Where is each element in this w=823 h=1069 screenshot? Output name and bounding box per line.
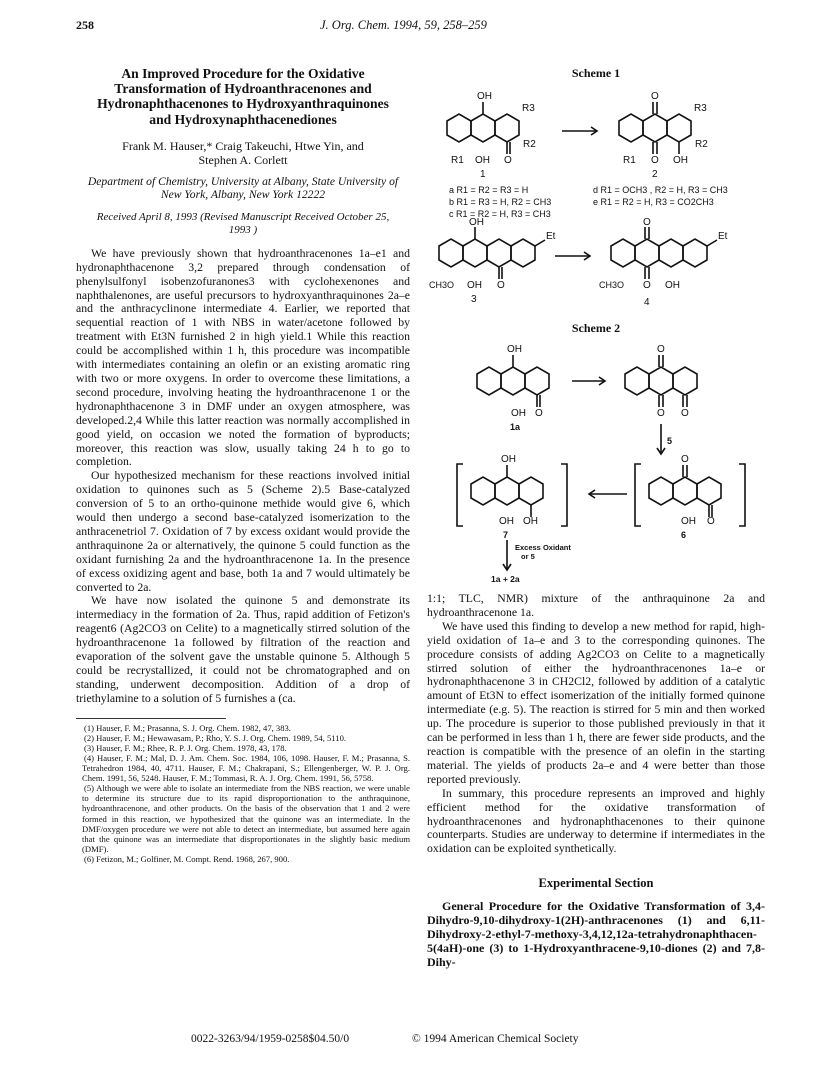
author-affiliation: Department of Chemistry, University at Albany, State University of New York, Albany, New York 12222: [87, 174, 399, 201]
label-r1: R1: [451, 155, 464, 166]
label-oh: OH: [511, 408, 526, 419]
label-oh: OH: [673, 155, 688, 166]
running-header: [0, 18, 823, 38]
left-column: [76, 66, 410, 864]
label-oh: OH: [467, 280, 482, 291]
compound-7-label: 7: [503, 530, 509, 540]
products-label: 1a + 2a: [491, 574, 520, 584]
footnote: (6) Fetizon, M.; Golfiner, M. Compt. Rend. 1968, 267, 900.: [84, 853, 290, 864]
compound-5-label: 5: [667, 436, 673, 446]
label-oh: OH: [499, 516, 514, 527]
footnote: (5) Although we were able to isolate an intermediate from the NBS reaction, we were unable to determine its structure due to its rapid disproportionation to the anthraquinone, hydroanthracenone, and other products. On the basis of the observation that 1 and 2 were formed in this reaction, we hypothesized that the quinone was an intermediate. In the DMF/oxygen procedure we were not able to detect an intermediate, but assumed here again that the quinone was an intermediate that disproportionates in the slightly basic medium (DMF).: [82, 783, 410, 854]
label-o: O: [651, 91, 659, 102]
label-o: O: [681, 454, 689, 465]
footnote: (4) Hauser, F. M.; Mal, D. J. Am. Chem. Soc. 1984, 106, 1098. Hauser, F. M.; Prasanna, S. Tetrahedron 1984, 40, 4711. Hauser, F. M.; Chakrapani, S.; Ellengenberger, W. P. J. Org. Chem. 1991, 56, 5248. Hauser, F. M.; Tommasi, R. A. J. Org. Chem. 1991, 56, 5758.: [82, 753, 410, 784]
journal-citation: J. Org. Chem. 1994, 59, 258–259: [320, 18, 487, 32]
label-r1: R1: [623, 155, 636, 166]
experimental-paragraph: General Procedure for the Oxidative Transformation of 3,4-Dihydro-9,10-dihydroxy-1(2H)-anthracenones (1) and 6,11-Dihydroxy-2-ethyl-7-methoxy-3,4,12,12a-tetrahydronaphthacen-5(4aH)-one (3) to 1-Hydroxyanthracene-9,10-diones (2) and 7,8-Dihy-: [427, 899, 765, 970]
scheme-1-diagram: [427, 81, 765, 311]
footnotes: [76, 723, 410, 864]
label-o: O: [497, 280, 505, 291]
label-et: Et: [546, 231, 556, 242]
footnote-divider: [76, 718, 226, 719]
body-paragraph: 1:1; TLC, NMR) mixture of the anthraquinone 2a and hydroanthracenone 1a.: [427, 592, 765, 619]
label-oh: OH: [477, 91, 492, 102]
label-ch3o: CH3O: [429, 280, 455, 290]
label-oh: OH: [501, 454, 516, 465]
substituent-d: d R1 = OCH3 , R2 = H, R3 = CH3: [593, 185, 728, 195]
compound-2-label: 2: [652, 169, 658, 180]
substituent-a: a R1 = R2 = R3 = H: [449, 185, 529, 195]
issn-code: 0022-3263/94/1959-0258$04.50/0: [191, 1033, 350, 1045]
label-oh: OH: [523, 516, 538, 527]
label-oh: OH: [681, 516, 696, 527]
body-paragraph: We have previously shown that hydroanthracenones 1a–e1 and hydronaphthacenone 3,2 prepared through condensation of phenylsulfonyl isobenzofuranones3 with cyclohexenones and naphthalenones, are useful precursors to hydroxyanthraquinones 2a–e and the anthracyclinone intermediate 4. Earlier, we reported that sequential reaction of 1 with NBS in water/acetone followed by treatment with Et3N furnished 2 in high yield.1 While this reaction could be accomplished within 1 h, this procedure was incompatible with intermediates containing an olefin or an existing aromatic ring with two or more oxygens. In order to overcome these limitations, a second procedure, involving heating the hydroanthracenone 1 or the hydronaphthacenone 3 in DMF under an oxygen atmosphere, was developed.2,4 While this latter reaction was normally accomplished in good yield, on occasion we noted the formation of byproducts; moreover, this reaction was slow, usually taking 24 h to go to completion.: [76, 246, 410, 469]
substituent-b: b R1 = R3 = H, R2 = CH3: [449, 197, 552, 207]
right-column: [427, 66, 765, 969]
label-r3: R3: [694, 103, 707, 114]
label-r2: R2: [695, 139, 708, 150]
label-oh: OH: [475, 155, 490, 166]
article-title: An Improved Procedure for the Oxidative Transformation of Hydroanthracenones and Hydronaphthacenones to Hydroxyanthraquinones and Hydroxynaphthacenediones: [97, 66, 389, 127]
label-oh: OH: [469, 217, 484, 228]
compound-4-label: 4: [644, 297, 650, 308]
label-oh: OH: [507, 344, 522, 355]
compound-1a-label: 1a: [510, 422, 521, 432]
label-r2: R2: [523, 139, 536, 150]
footnote: (2) Hauser, F. M.; Hewawasam, P.; Rho, Y. S. J. Org. Chem. 1989, 54, 5110.: [84, 732, 347, 743]
label-o: O: [643, 217, 651, 228]
substituent-c: c R1 = R2 = H, R3 = CH3: [449, 209, 551, 219]
scheme-2-diagram: [427, 336, 765, 584]
scheme-1-title: Scheme 1: [571, 66, 621, 80]
scheme-2-title: Scheme 2: [571, 321, 621, 335]
label-oh: OH: [665, 280, 680, 291]
label-r3: R3: [522, 103, 535, 114]
label-o: O: [657, 344, 665, 355]
body-paragraph: Our hypothesized mechanism for these reactions involved initial oxidation to quinones such as 5 (Scheme 2).5 Base-catalyzed conversion of 5 to an ortho-quinone methide would give 6, which would then undergo a second base-catalyzed isomerization to the anthracenetriol 7. Oxidation of 7 by excess oxidant would provide the anthraquinone 2a or alternatively, the quinone 5 could function as the oxidant furnishing 2a and the hydroanthracenone 1a. In the presence of excess oxidizing agent and base, both 1a and 7 would ultimately be converted to 2a.: [76, 469, 410, 594]
compound-3-label: 3: [471, 294, 477, 305]
label-o: O: [681, 408, 689, 419]
body-paragraph: We have now isolated the quinone 5 and demonstrate its intermediacy in the formation of 2a. Thus, rapid addition of Fetizon's reagent6 (Ag2CO3 on Celite) to a magnetically stirred solution of the hydroanthracenone 1a followed by filtration of the reaction and evaporation of the solvent gave the unstable quinone 5. Although 5 could be recrystallized, it could not be chromatographed and on standing, underwent decomposition. Addition of a drop of triethylamine to a solution of 5 furnishes a (ca.: [76, 594, 410, 705]
label-o: O: [504, 155, 512, 166]
label-o: O: [651, 155, 659, 166]
label-o: O: [657, 408, 665, 419]
or-5-label: or 5: [521, 552, 535, 561]
excess-oxidant-label: Excess Oxidant: [515, 543, 571, 552]
compound-6-label: 6: [681, 530, 687, 540]
label-o: O: [643, 280, 651, 291]
article-authors: Frank M. Hauser,* Craig Takeuchi, Htwe Yin, and Stephen A. Corlett: [122, 138, 364, 167]
compound-1-label: 1: [480, 169, 486, 180]
page-number: 258: [76, 18, 94, 32]
footnote: (3) Hauser, F. M.; Rhee, R. P. J. Org. Chem. 1978, 43, 178.: [84, 742, 287, 753]
body-paragraph: In summary, this procedure represents an improved and highly efficient method for the oxidative transformation of hydroanthracenones and hydronaphthacenones to their quinone counterparts. Studies are underway to determine if intermediates in the oxidation can be exploited synthetically.: [427, 786, 765, 856]
received-date: Received April 8, 1993 (Revised Manuscript Received October 25, 1993 ): [96, 210, 390, 236]
body-paragraph: We have used this finding to develop a new method for rapid, high-yield oxidation of 1a–e and 3 to the corresponding quinones. The procedure consists of adding Ag2CO3 on Celite to a magnetically stirred solution of either the hydroanthracenones 1a–e or hydronaphthacenone 3 in CH2Cl2, followed by addition of a catalytic amount of Et3N to effect isomerization of the initially formed quinone intermediate (e.g. 5). The reaction is stirred for 5 min and then worked up. The procedure is superior to those published previously in that it can be performed in less than 1 h, there are fewer side products, and the reaction is compatible with the presence of an olefin in the starting material. The yields of products 2a–e and 4 were better than those reported previously.: [427, 619, 765, 786]
label-et: Et: [718, 231, 728, 242]
label-ch3o: CH3O: [599, 280, 625, 290]
label-o: O: [707, 516, 715, 527]
substituent-e: e R1 = R2 = H, R3 = CO2CH3: [593, 197, 714, 207]
copyright-notice: © 1994 American Chemical Society: [412, 1033, 579, 1045]
footnote: (1) Hauser, F. M.; Prasanna, S. J. Org. Chem. 1982, 47, 383.: [84, 722, 291, 733]
experimental-heading: Experimental Section: [538, 876, 654, 891]
label-o: O: [535, 408, 543, 419]
